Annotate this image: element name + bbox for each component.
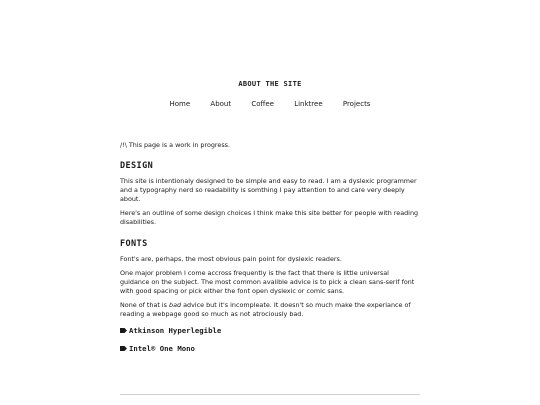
tag-icon: [120, 346, 127, 351]
main-nav: [0, 100, 540, 108]
fonts-paragraph-3-end: advice but it's incompleate. It doesn't so much make the experiance of reading a webpage good so much as not atrociously bad.: [120, 301, 411, 318]
design-heading: DESIGN: [120, 161, 154, 171]
font-heading-intel-one-mono-label: Intel® One Mono: [129, 344, 195, 353]
design-paragraph-2: Here's an outline of some design choices I think make this site better for people with reading disabilities.: [120, 209, 419, 226]
fonts-heading: FONTS: [120, 239, 148, 249]
nav-link-projects[interactable]: Projects: [342, 100, 371, 108]
nav-link-about[interactable]: About: [210, 100, 232, 108]
nav-link-linktree[interactable]: Linktree: [294, 100, 323, 108]
fonts-paragraph-1: Font's are, perhaps, the most obvious pain point for dyslexic readers.: [120, 255, 342, 263]
wip-notice: /!\ This page is a work in progress.: [120, 141, 231, 149]
page-title: ABOUT THE SITE: [238, 80, 302, 88]
design-paragraph-1: This site is intentionaly designed to be simple and easy to read. I am a dyslexic programmer and a typography nerd so readability is somthing I pay attention to and care very deeply about.: [120, 177, 417, 203]
main-content: [120, 141, 420, 353]
emphasis-bad: bad: [169, 301, 182, 309]
nav-link-coffee[interactable]: Coffee: [251, 100, 274, 108]
font-heading-atkinson-label: Atkinson Hyperlegible: [129, 326, 222, 335]
fonts-paragraph-3-start: None of that is: [120, 301, 170, 309]
content-divider: [120, 394, 420, 395]
tag-icon: [120, 328, 127, 333]
fonts-paragraph-3: [120, 301, 420, 319]
font-heading-intel-one-mono: [120, 344, 420, 353]
nav-link-home[interactable]: Home: [169, 100, 191, 108]
fonts-paragraph-2: One major problem I come accross frequently is the fact that there is little universal guidance on the subject. The most common avalible advice is to pick a clean sans-serif font with good spacing or pick either the font open dyslexic or comic sans.: [120, 269, 415, 295]
font-heading-atkinson: [120, 326, 420, 335]
